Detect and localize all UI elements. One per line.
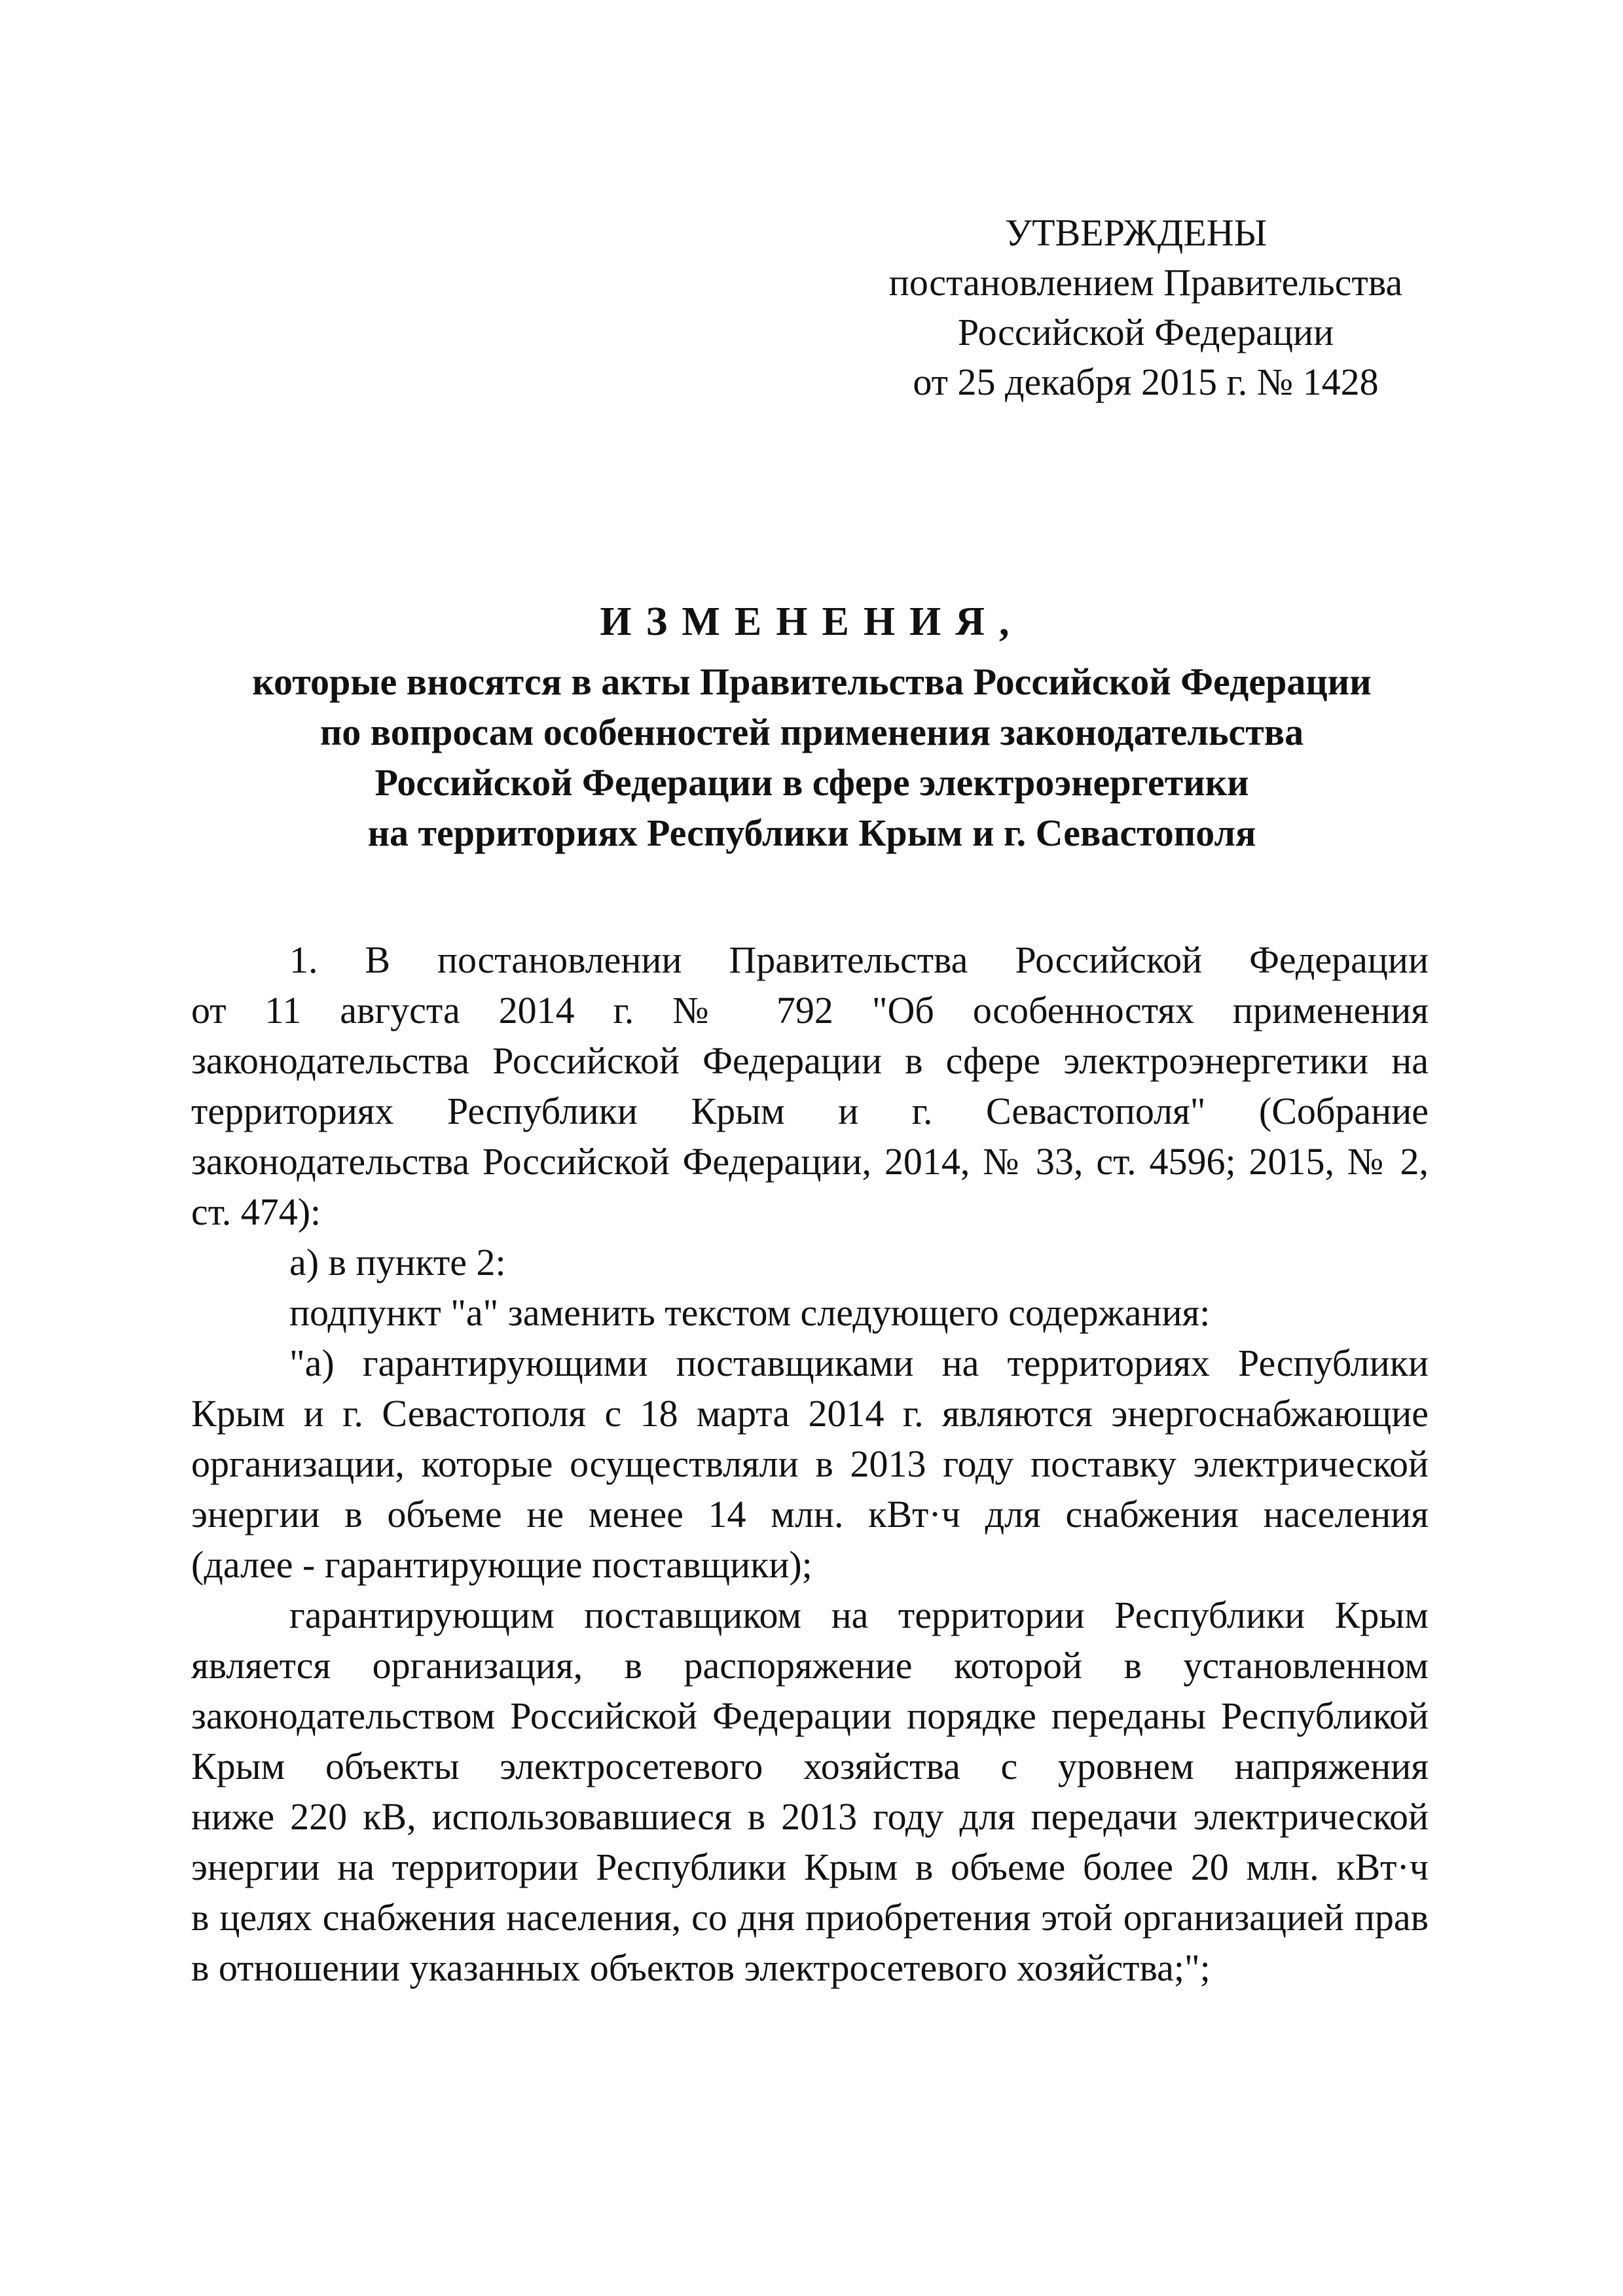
body-line: территориях Республики Крым и г. Севастополя" (Собрание [191,1090,1429,1132]
body-line: Крым объекты электросетевого хозяйства с уровнем напряжения [191,1745,1429,1787]
approval-line: Российской Федерации [957,311,1334,353]
heading-subtitle-line: по вопросам особенностей применения законодательства [319,711,1304,753]
approval-stamp [838,208,1453,407]
body-line: энергии в объеме не менее 14 млн. кВт·ч для снабжения населения [191,1493,1429,1535]
body-line: ниже 220 кВ, использовавшиеся в 2013 году для передачи электрической [191,1795,1429,1838]
body-line: законодательством Российской Федерации порядке переданы Республикой [191,1695,1429,1737]
heading-subtitle-line: которые вносятся в акты Правительства Российской Федерации [252,660,1372,703]
body-line: подпункт "а" заменить текстом следующего содержания: [289,1291,1211,1334]
body-line: законодательства Российской Федерации в сфере электроэнергетики на [191,1039,1429,1082]
body-line: является организация, в распоряжение которой в установленном [191,1644,1429,1687]
approval-date-number: от 25 декабря 2015 г. № 1428 [913,361,1379,403]
body-line: а) в пункте 2: [289,1241,506,1283]
approval-title: УТВЕРЖДЕНЫ [1005,211,1267,254]
heading-subtitle-line: Российской Федерации в сфере электроэнергетики [374,761,1249,804]
body-line: от 11 августа 2014 г. № 792 "Об особенностях применения [191,989,1429,1031]
body-line: ст. 474): [191,1191,321,1233]
body-line: 1. В постановлении Правительства Российской Федерации [289,939,1429,981]
body-line: гарантирующим поставщиком на территории Республики Крым [289,1594,1429,1636]
heading-title: ИЗМЕНЕНИЯ, [600,600,1024,644]
document-body [191,935,1429,1993]
body-line: законодательства Российской Федерации, 2014, № 33, ст. 4596; 2015, № 2, [191,1140,1429,1183]
body-line: "а) гарантирующими поставщиками на территориях Республики [289,1342,1429,1384]
document-heading [157,592,1467,858]
body-line: энергии на территории Республики Крым в объеме более 20 млн. кВт·ч [191,1846,1429,1888]
body-line: Крым и г. Севастополя с 18 марта 2014 г. являются энергоснабжающие [191,1392,1429,1435]
body-line: (далее - гарантирующие поставщики); [191,1543,812,1586]
approval-line: постановлением Правительства [888,261,1403,304]
body-line: в отношении указанных объектов электросетевого хозяйства;"; [191,1946,1211,1989]
body-line: в целях снабжения населения, со дня приобретения этой организацией прав [191,1896,1429,1939]
body-line: организации, которые осуществляли в 2013 году поставку электрической [191,1443,1429,1485]
heading-subtitle-line: на территориях Республики Крым и г. Севастополя [367,812,1256,854]
heading-subtitle [157,656,1467,858]
